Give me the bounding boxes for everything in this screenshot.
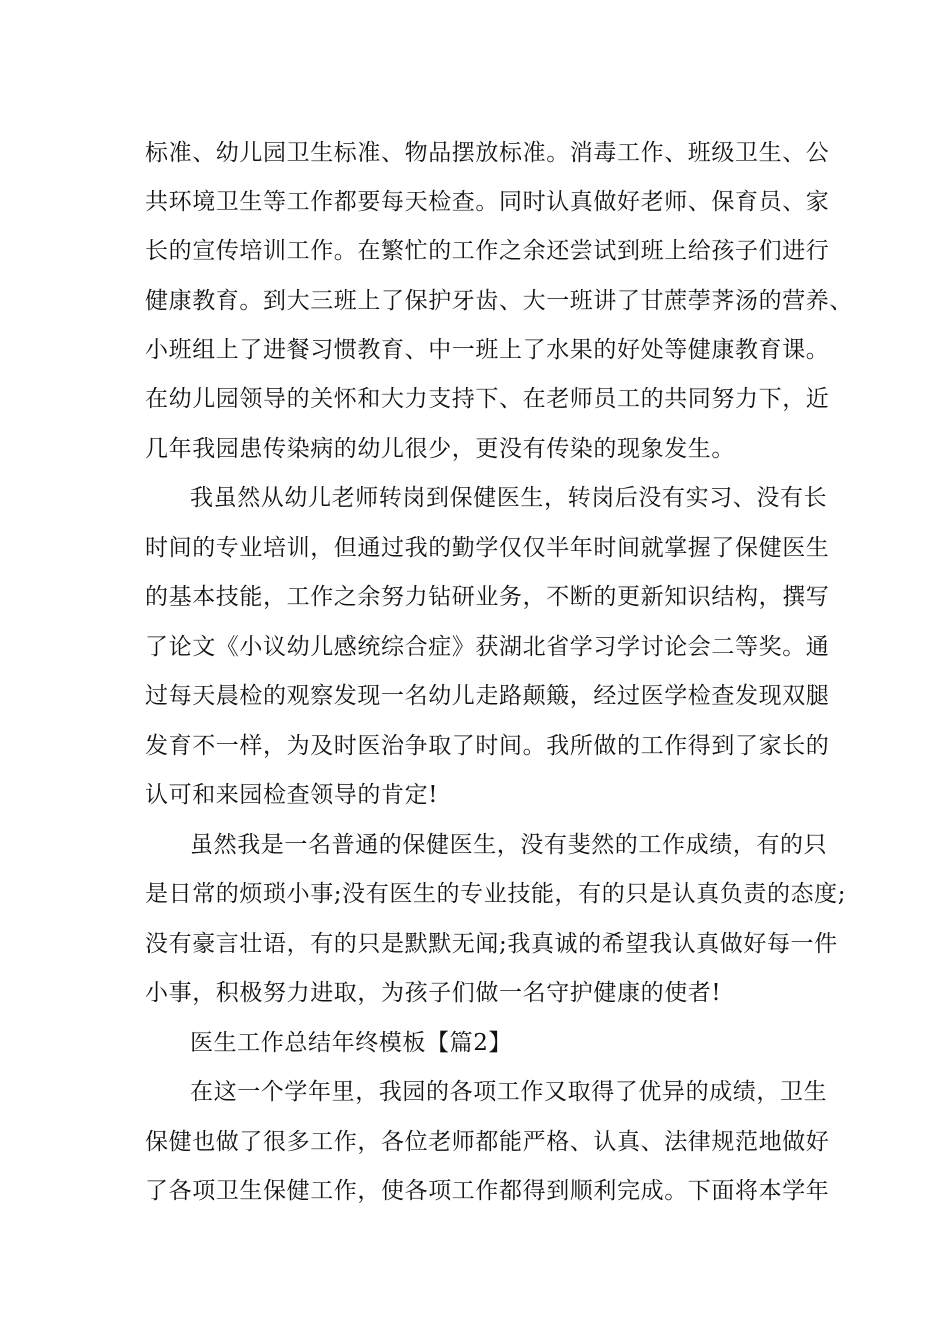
paragraph-first-line: 虽然我是一名普通的保健医生，没有斐然的工作成绩，有的只: [190, 832, 828, 858]
text-line: 是日常的烦琐小事;没有医生的专业技能，有的只是认真负责的态度;: [145, 881, 847, 907]
text-line: 了论文《小议幼儿感统综合症》获湖北省学习学讨论会二等奖。通: [145, 634, 830, 660]
section-heading: 医生工作总结年终模板【篇2】: [190, 1030, 513, 1056]
text-line: 了各项卫生保健工作，使各项工作都得到顺利完成。下面将本学年: [145, 1178, 830, 1204]
text-line: 长的宣传培训工作。在繁忙的工作之余还尝试到班上给孩子们进行: [145, 238, 830, 264]
text-line: 认可和来园检查领导的肯定!: [145, 782, 439, 808]
text-line: 共环境卫生等工作都要每天检查。同时认真做好老师、保育员、家: [145, 189, 830, 215]
text-line: 的基本技能，工作之余努力钻研业务，不断的更新知识结构，撰写: [145, 584, 830, 610]
text-line: 没有豪言壮语，有的只是默默无闻;我真诚的希望我认真做好每一件: [145, 931, 838, 957]
text-line: 时间的专业培训，但通过我的勤学仅仅半年时间就掌握了保健医生: [145, 535, 830, 561]
text-line: 保健也做了很多工作，各位老师都能严格、认真、法律规范地做好: [145, 1129, 830, 1155]
text-line: 小班组上了进餐习惯教育、中一班上了水果的好处等健康教育课。: [145, 337, 830, 363]
text-line: 在幼儿园领导的关怀和大力支持下、在老师员工的共同努力下，近: [145, 386, 830, 412]
text-line: 小事，积极努力进取，为孩子们做一名守护健康的使者!: [145, 980, 722, 1006]
text-line: 标准、幼儿园卫生标准、物品摆放标准。消毒工作、班级卫生、公: [145, 140, 830, 166]
text-line: 过每天晨检的观察发现一名幼儿走路颠簸，经过医学检查发现双腿: [145, 683, 830, 709]
text-line: 发育不一样，为及时医治争取了时间。我所做的工作得到了家长的: [145, 733, 830, 759]
paragraph-first-line: 在这一个学年里，我园的各项工作又取得了优异的成绩，卫生: [190, 1079, 828, 1105]
paragraph-first-line: 我虽然从幼儿老师转岗到保健医生，转岗后没有实习、没有长: [190, 485, 828, 511]
text-line: 健康教育。到大三班上了保护牙齿、大一班讲了甘蔗荸荠汤的营养、: [145, 288, 853, 314]
text-line: 几年我园患传染病的幼儿很少，更没有传染的现象发生。: [145, 436, 735, 462]
